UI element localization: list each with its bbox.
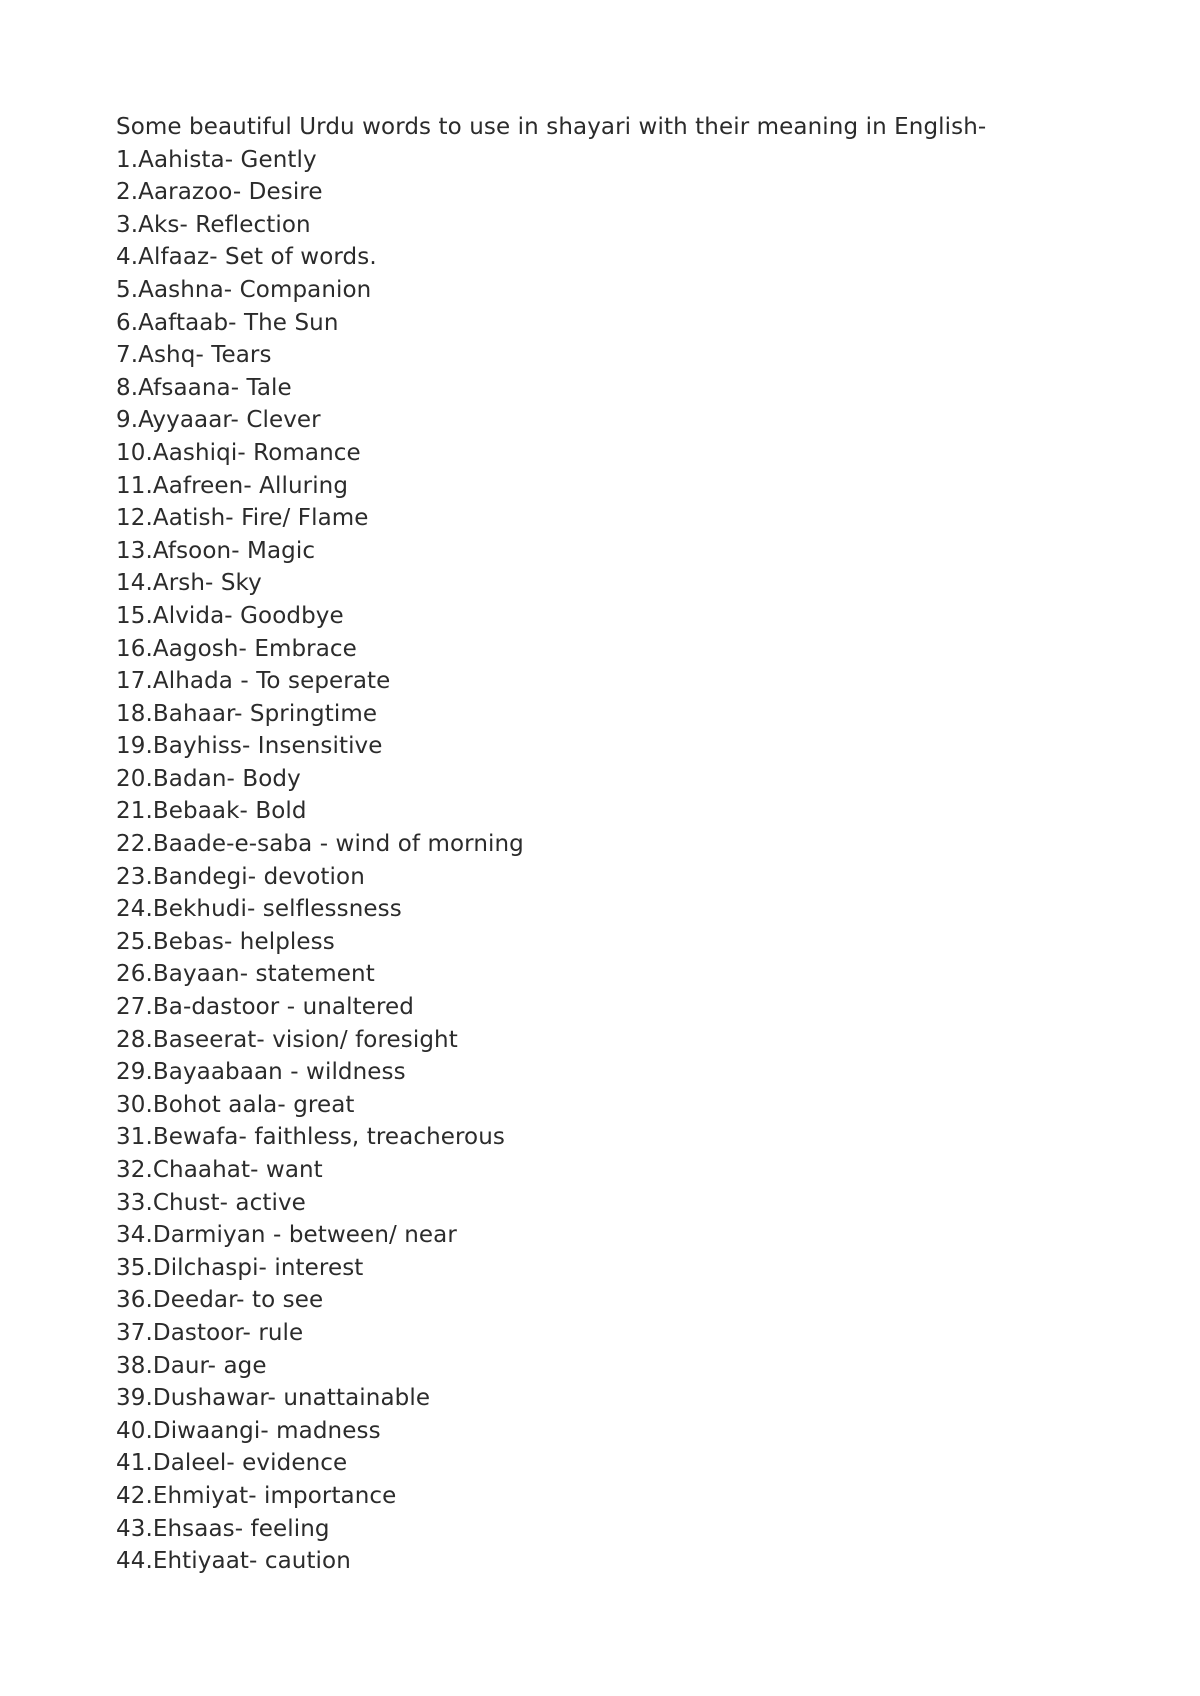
list-item: 14.Arsh- Sky [116, 570, 262, 597]
list-item: 44.Ehtiyaat- caution [116, 1548, 351, 1575]
list-item: 39.Dushawar- unattainable [116, 1385, 431, 1412]
list-item: 31.Bewafa- faithless, treacherous [116, 1124, 505, 1151]
list-item: 4.Alfaaz- Set of words. [116, 244, 377, 271]
document-body [116, 111, 1116, 1578]
list-item: 35.Dilchaspi- interest [116, 1254, 364, 1281]
list-item: 26.Bayaan- statement [116, 961, 375, 988]
list-item: 33.Chust- active [116, 1189, 306, 1216]
list-item: 19.Bayhiss- Insensitive [116, 733, 383, 760]
list-item: 5.Aashna- Companion [116, 276, 372, 303]
list-item: 17.Alhada - To seperate [116, 668, 391, 695]
word-list [116, 144, 1116, 1578]
list-item: 2.Aarazoo- Desire [116, 179, 323, 206]
list-item: 3.Aks- Reflection [116, 211, 311, 238]
list-item: 7.Ashq- Tears [116, 342, 272, 369]
list-item: 40.Diwaangi- madness [116, 1417, 381, 1444]
list-item: 25.Bebas- helpless [116, 928, 335, 955]
list-item: 27.Ba-dastoor - unaltered [116, 994, 414, 1021]
list-item: 8.Afsaana- Tale [116, 374, 292, 401]
list-item: 6.Aaftaab- The Sun [116, 309, 339, 336]
list-item: 1.Aahista- Gently [116, 146, 317, 173]
list-item: 18.Bahaar- Springtime [116, 700, 378, 727]
list-item: 16.Aagosh- Embrace [116, 635, 357, 662]
list-item: 15.Alvida- Goodbye [116, 602, 344, 629]
list-item: 30.Bohot aala- great [116, 1091, 355, 1118]
list-item: 41.Daleel- evidence [116, 1450, 348, 1477]
list-item: 32.Chaahat- want [116, 1157, 323, 1183]
list-item: 28.Baseerat- vision/ foresight [116, 1026, 458, 1053]
list-item: 42.Ehmiyat- importance [116, 1482, 397, 1509]
list-item: 9.Ayyaaar- Clever [116, 407, 321, 434]
list-item: 13.Afsoon- Magic [116, 537, 316, 564]
list-item: 20.Badan- Body [116, 765, 301, 792]
list-item: 21.Bebaak- Bold [116, 798, 307, 825]
list-item: 10.Aashiqi- Romance [116, 439, 361, 466]
list-item: 22.Baade-e-saba - wind of morning [116, 831, 524, 858]
list-item: 23.Bandegi- devotion [116, 863, 365, 890]
list-item: 36.Deedar- to see [116, 1287, 324, 1314]
list-item: 43.Ehsaas- feeling [116, 1515, 330, 1542]
intro-text: Some beautiful Urdu words to use in shayari with their meaning in English- [116, 114, 987, 140]
list-item: 37.Dastoor- rule [116, 1319, 304, 1346]
list-item: 11.Aafreen- Alluring [116, 472, 349, 499]
list-item: 29.Bayaabaan - wildness [116, 1059, 406, 1086]
list-item: 24.Bekhudi- selflessness [116, 896, 402, 923]
list-item: 34.Darmiyan - between/ near [116, 1222, 457, 1249]
list-item: 38.Daur- age [116, 1352, 267, 1379]
list-item: 12.Aatish- Fire/ Flame [116, 505, 369, 532]
